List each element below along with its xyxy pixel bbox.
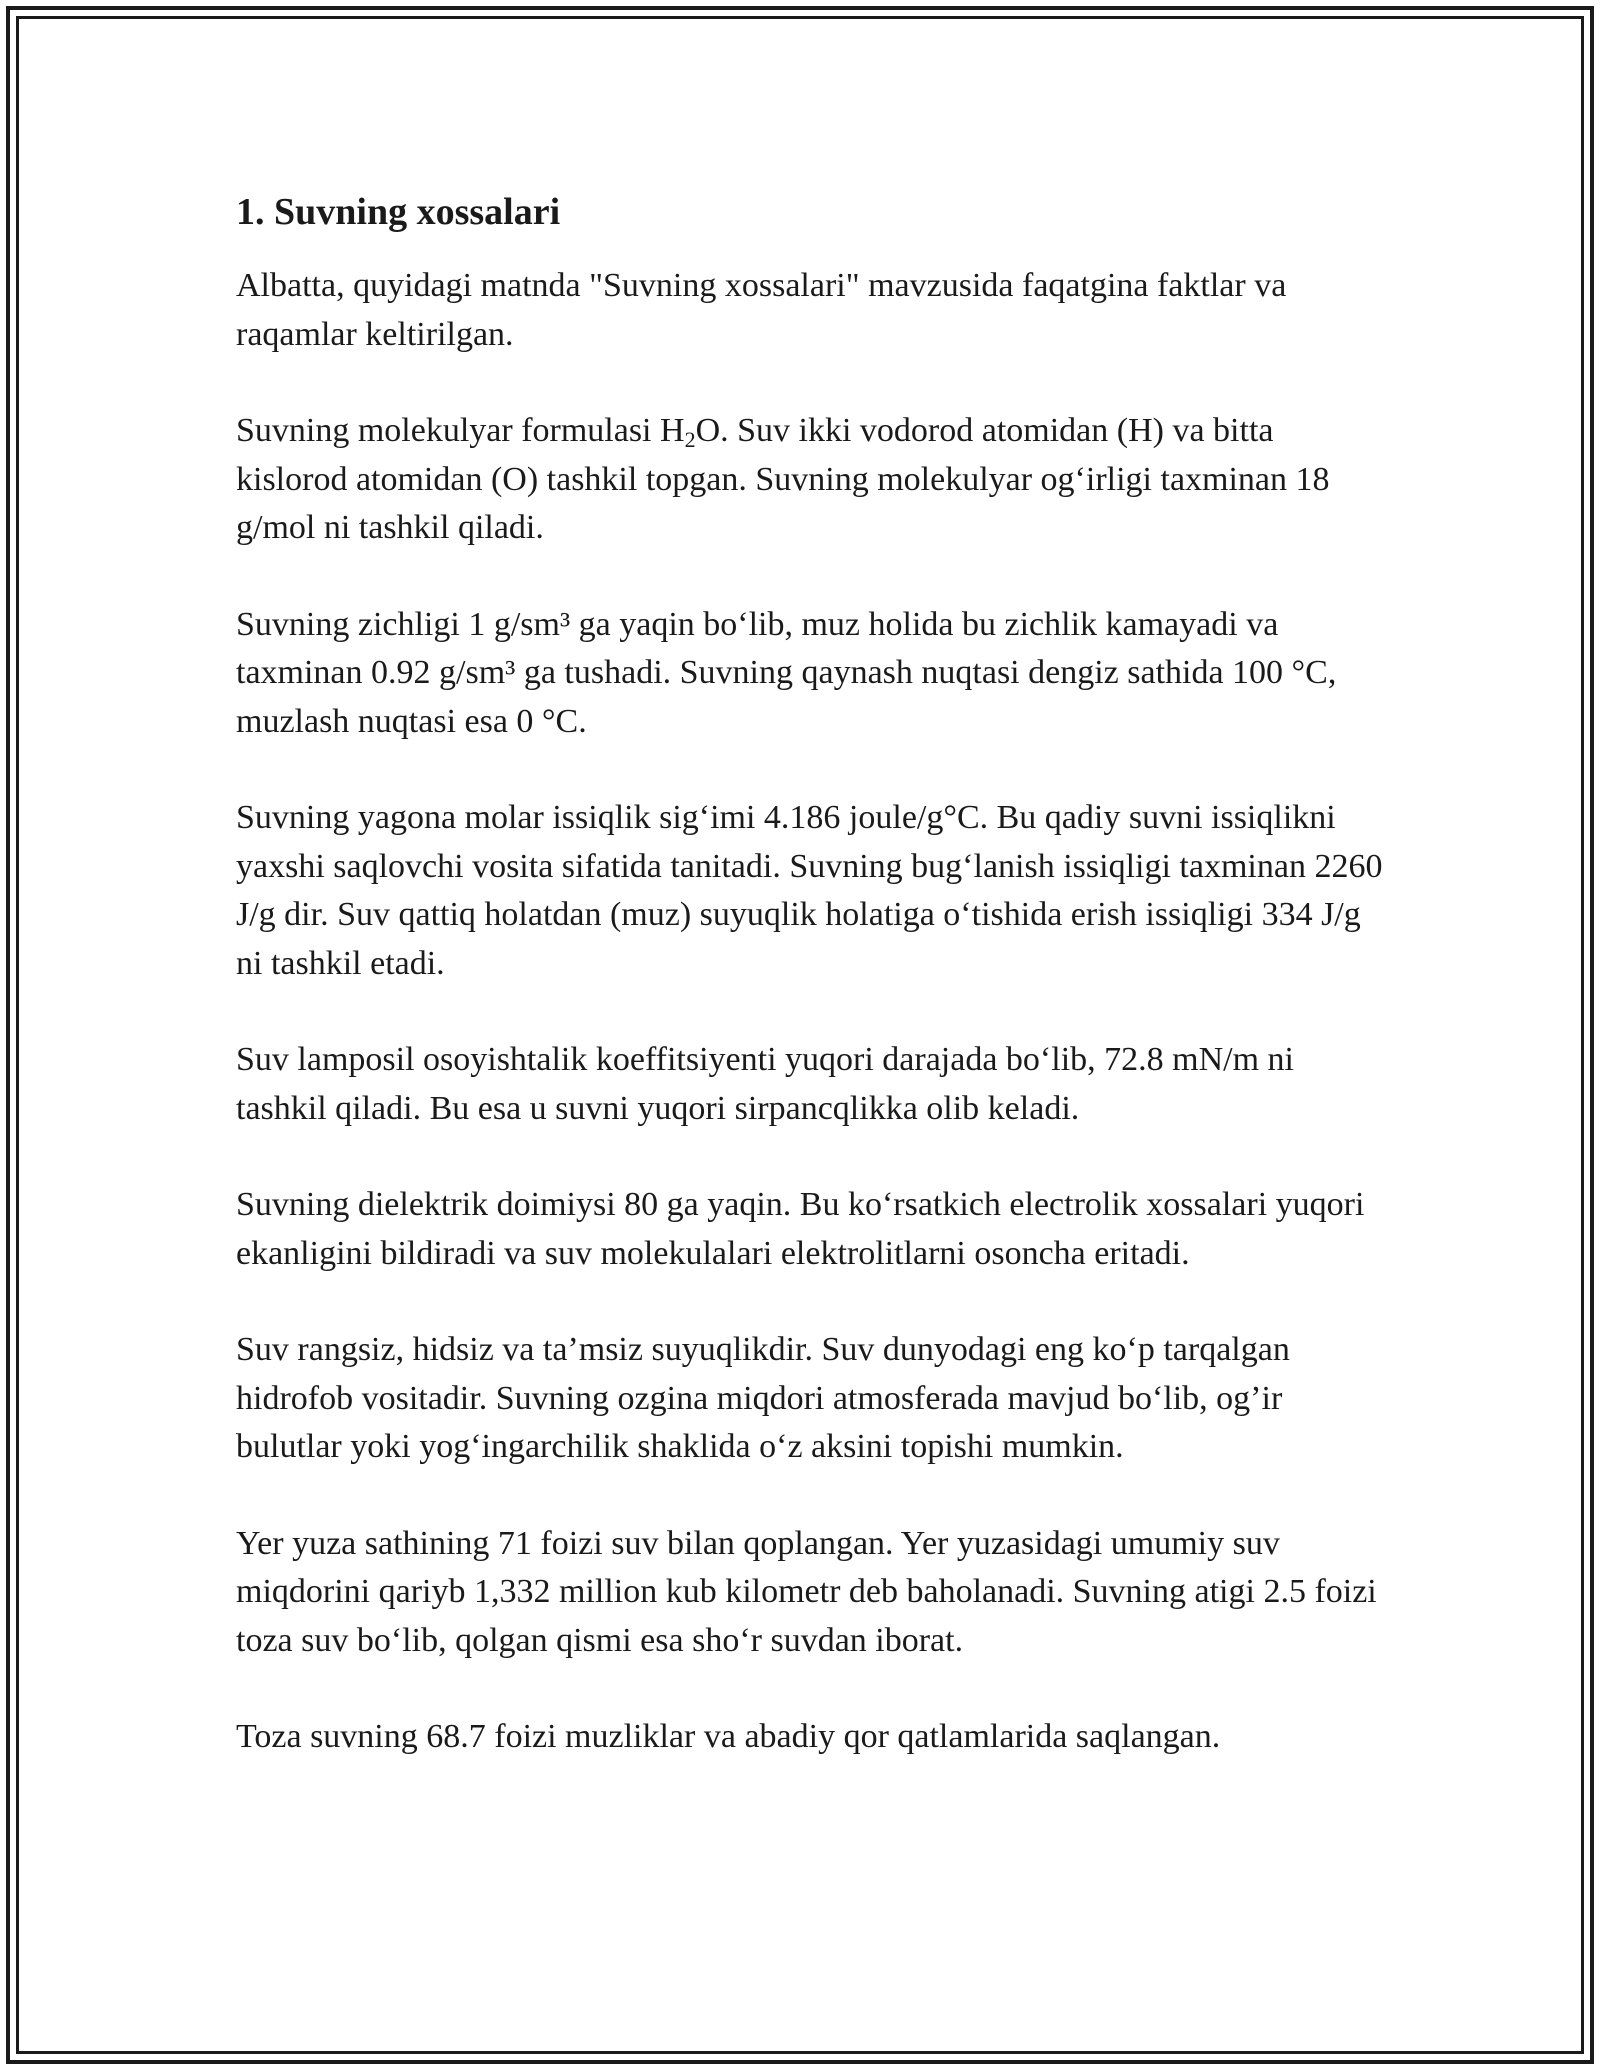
formula-paragraph — [236, 407, 1386, 553]
paragraph-appearance: Suv rangsiz, hidsiz va ta’msiz suyuqlikdir. Suv dunyodagi eng ko‘p tarqalgan hidrofob vositadir. Suvning ozgina miqdori atmosferada mavjud bo‘lib, og’ir bulutlar yoki yog‘ingarchilik shaklida o‘z aksini topishi mumkin. — [236, 1331, 1290, 1465]
paragraph-heat-capacity: Suvning yagona molar issiqlik sig‘imi 4.186 joule/g°C. Bu qadiy suvni issiqlikni yaxshi saqlovchi vosita sifatida tanitadi. Suvning bug‘lanish issiqligi taxminan 2260 J/g dir. Suv qattiq holatdan (muz) suyuqlik holatiga o‘tishida erish issiqligi 334 J/g ni tashkil etadi. — [236, 799, 1383, 982]
paragraph-fresh-water: Toza suvning 68.7 foizi muzliklar va abadiy qor qatlamlarida saqlangan. — [236, 1718, 1221, 1755]
formula-text-after: O. Suv ikki vodorod atomidan (H) va bitta kislorod atomidan (O) tashkil topgan. Suvning molekulyar og‘irligi taxminan 18 g/mol ni tashkil qiladi. — [236, 412, 1330, 546]
paragraph-earth-coverage: Yer yuza sathining 71 foizi suv bilan qoplangan. Yer yuzasidagi umumiy suv miqdorini qariyb 1,332 million kub kilometr deb baholanadi. Suvning atigi 2.5 foizi toza suv bo‘lib, qolgan qismi esa sho‘r suvdan iborat. — [236, 1524, 1377, 1659]
document-body — [236, 188, 1386, 1762]
paragraph-surface-tension: Suv lamposil osoyishtalik koeffitsiyenti yuqori darajada bo‘lib, 72.8 mN/m ni tashkil qiladi. Bu esa u suvni yuqori sirpancqlikka olib keladi. — [236, 1041, 1294, 1127]
formula-subscript: 2 — [684, 427, 696, 452]
intro-paragraph: Albatta, quyidagi matnda "Suvning xossalari" mavzusida faqatgina faktlar va raqamlar keltirilgan. — [236, 267, 1287, 353]
section-heading: 1. Suvning xossalari — [236, 191, 561, 233]
paragraph-dielectric: Suvning dielektrik doimiysi 80 ga yaqin. Bu ko‘rsatkich electrolik xossalari yuqori ekanligini bildiradi va suv molekulalari elektrolitlarni osoncha eritadi. — [236, 1186, 1365, 1272]
formula-text-before: Suvning molekulyar formulasi H — [236, 412, 685, 449]
paragraph-density: Suvning zichligi 1 g/sm³ ga yaqin bo‘lib, muz holida bu zichlik kamayadi va taxminan 0.92 g/sm³ ga tushadi. Suvning qaynash nuqtasi dengiz sathida 100 °C, muzlash nuqtasi esa 0 °C. — [236, 605, 1337, 740]
